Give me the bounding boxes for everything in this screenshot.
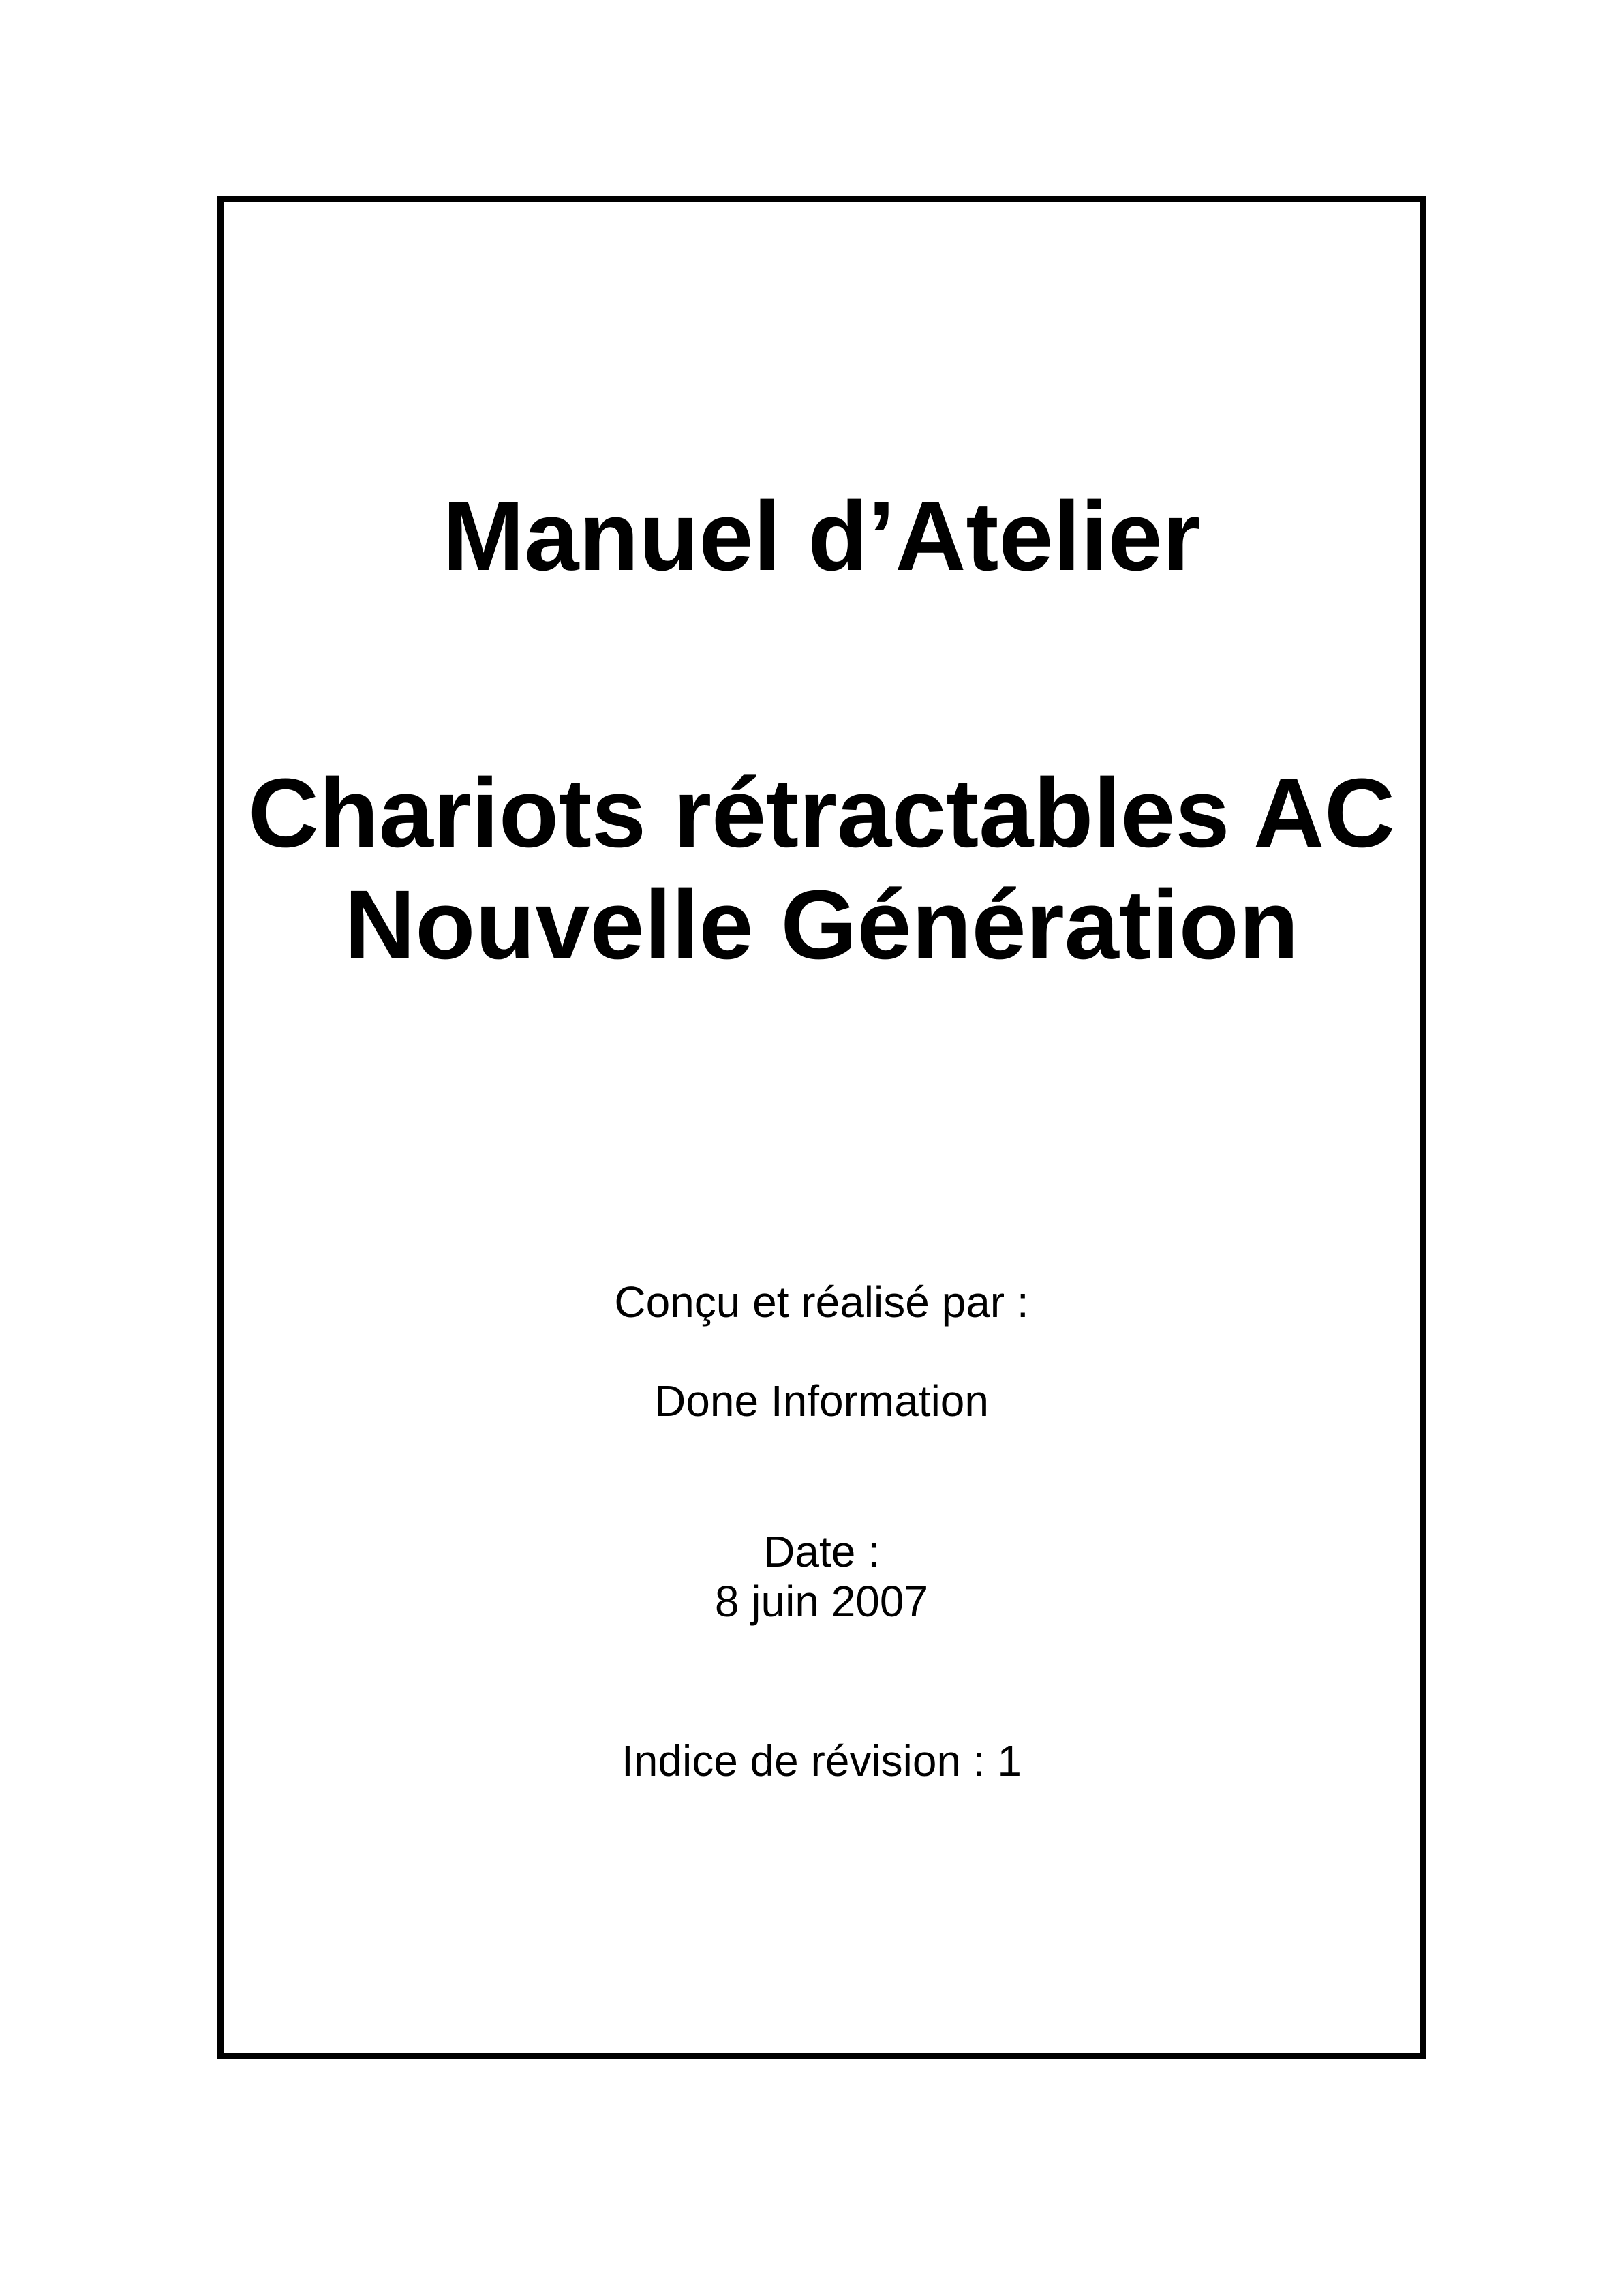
date-value: 8 juin 2007 xyxy=(714,1577,929,1626)
revision-index: Indice de révision : 1 xyxy=(622,1736,1022,1785)
document-subtitle-line-1: Chariots rétractables AC xyxy=(247,758,1396,868)
document-title: Manuel d’Atelier xyxy=(442,481,1201,591)
document-subtitle-line-2: Nouvelle Génération xyxy=(344,870,1299,980)
author-label: Conçu et réalisé par : xyxy=(614,1278,1029,1327)
author-name: Done Information xyxy=(654,1376,989,1425)
date-label: Date : xyxy=(763,1527,880,1576)
